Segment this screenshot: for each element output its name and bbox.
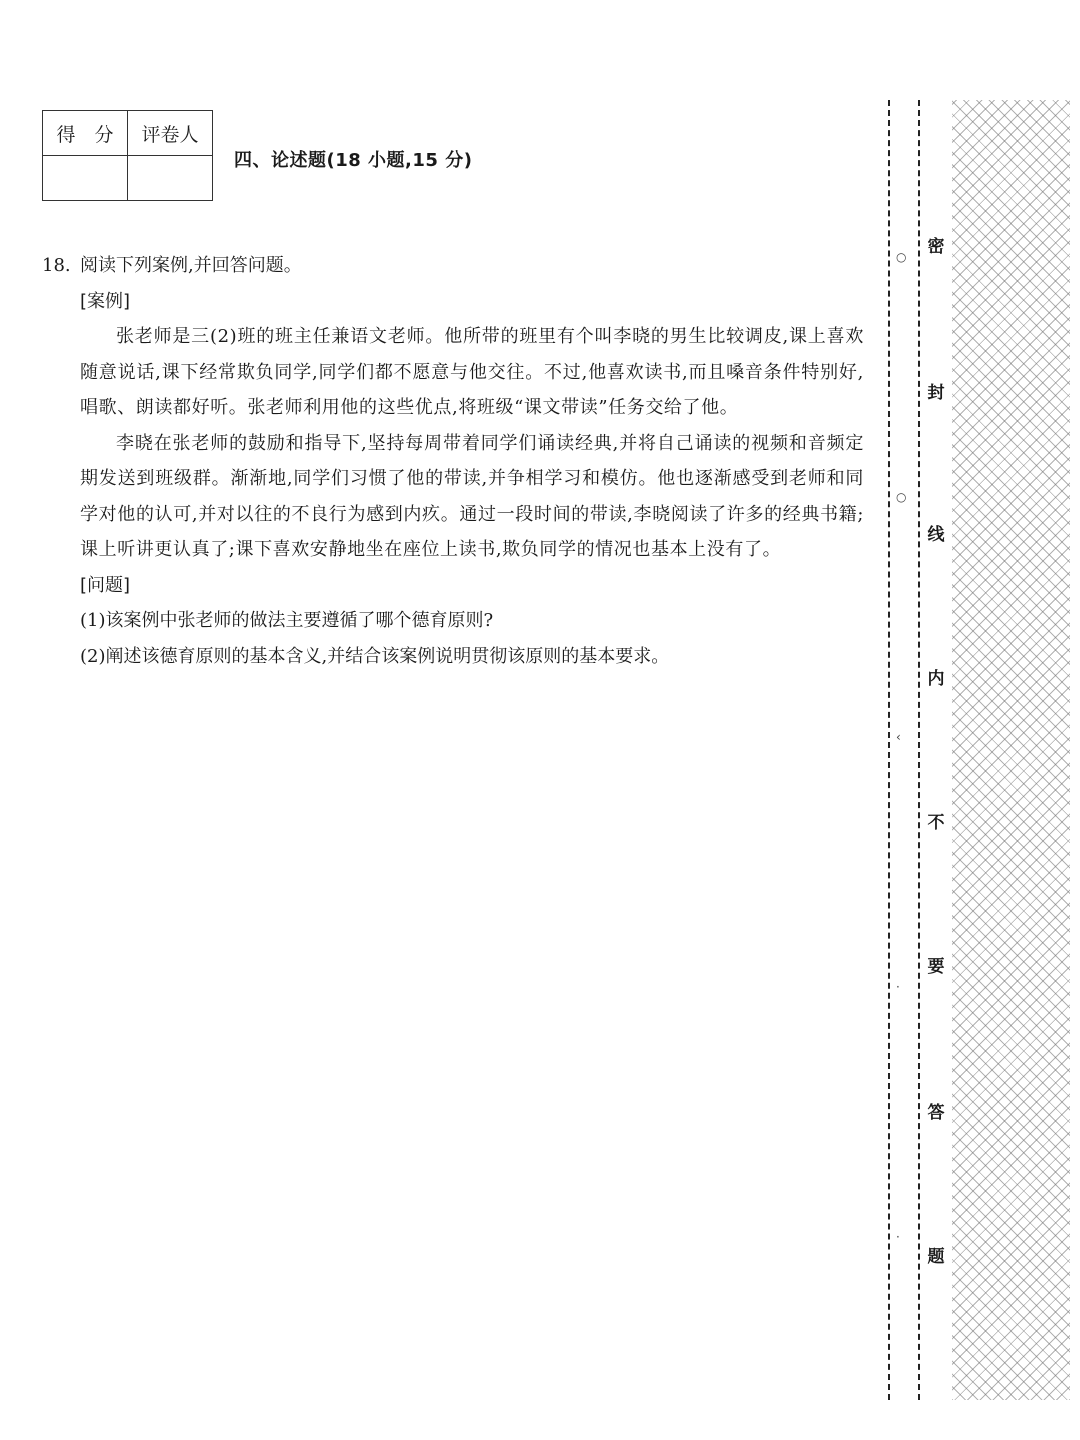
problem-label: [问题] — [80, 574, 131, 596]
question-block — [42, 248, 864, 674]
binding-hole-mark: ○ — [896, 250, 907, 264]
grader-label: 评卷人 — [128, 111, 213, 156]
score-cell[interactable] — [43, 156, 128, 201]
binding-warning-char: 题 — [927, 1247, 945, 1267]
binding-hole-mark: · — [896, 1230, 900, 1244]
binding-hole-mark: ○ — [896, 490, 907, 504]
binding-warning-char: 答 — [927, 1103, 945, 1123]
sub-question: (1)该案例中张老师的做法主要遵循了哪个德育原则? — [80, 610, 494, 631]
sub-question: (2)阐述该德育原则的基本含义,并结合该案例说明贯彻该原则的基本要求。 — [80, 645, 670, 667]
binding-hole-mark: ‹ — [896, 730, 901, 744]
binding-hatch-pattern — [952, 100, 1070, 1400]
score-label: 得 分 — [43, 111, 128, 156]
binding-hole-mark: · — [896, 980, 900, 994]
binding-warning-char: 不 — [927, 813, 945, 833]
binding-warning-char: 密 — [927, 237, 945, 257]
grader-cell[interactable] — [128, 156, 213, 201]
binding-warning-char: 内 — [927, 669, 945, 689]
binding-line-outer — [888, 100, 890, 1400]
question-body — [42, 284, 864, 675]
binding-warning-char: 要 — [927, 957, 945, 977]
binding-line-inner — [918, 100, 920, 1400]
case-paragraph: 张老师是三(2)班的班主任兼语文老师。他所带的班里有个叫李晓的男生比较调皮,课上喜欢随意说话,课下经常欺负同学,同学们都不愿意与他交往。不过,他喜欢读书,而且嗓音条件特别好,唱歌、朗读都好听。张老师利用他的这些优点,将班级“课文带读”任务交给了他。 — [80, 326, 864, 418]
binding-warning-char: 线 — [927, 525, 945, 545]
section-title: 四、论述题(18 小题,15 分) — [234, 150, 473, 171]
case-paragraph: 李晓在张老师的鼓励和指导下,坚持每周带着同学们诵读经典,并将自己诵读的视频和音频定期发送到班级群。渐渐地,同学们习惯了他的带读,并争相学习和模仿。他也逐渐感受到老师和同学对他的认可,并对以往的不良行为感到内疚。通过一段时间的带读,李晓阅读了许多的经典书籍;课上听讲更认真了;课下喜欢安静地坐在座位上读书,欺负同学的情况也基本上没有了。 — [80, 432, 864, 560]
question-number: 18. — [42, 255, 71, 276]
question-prompt-line — [42, 248, 864, 284]
binding-warning-char: 封 — [927, 383, 945, 403]
question-prompt: 阅读下列案例,并回答问题。 — [80, 255, 302, 276]
case-label: [案例] — [80, 290, 131, 312]
score-table — [42, 110, 213, 201]
